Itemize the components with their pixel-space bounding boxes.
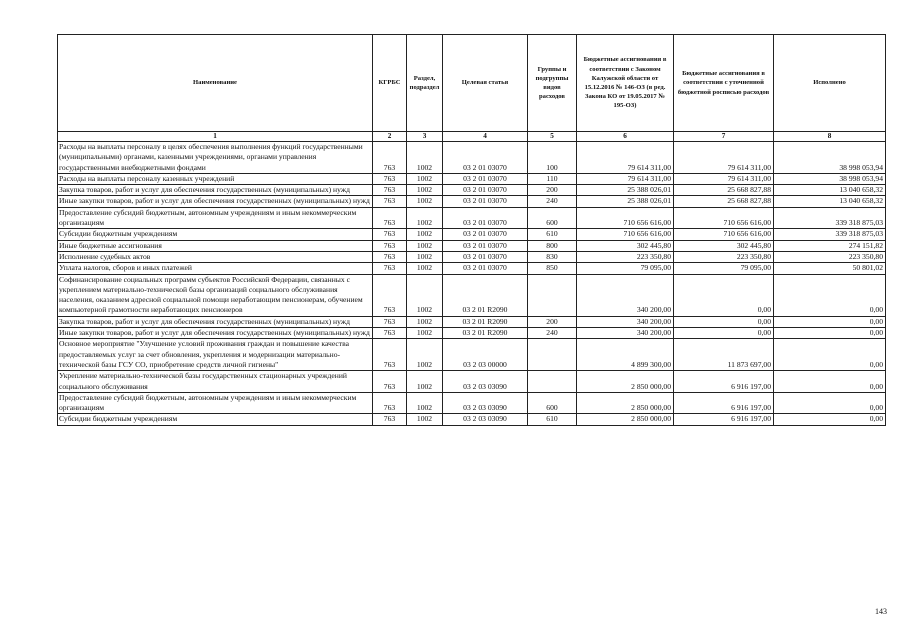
table-row [58,229,886,240]
row-section: 1002 [407,229,443,240]
row-name: Уплата налогов, сборов и иных платежей [58,263,373,274]
table-row [58,173,886,184]
row-name: Основное мероприятие "Улучшение условий проживания граждан и повышение качества предоставляемых услуг за счет обновления, укрепления и модернизации материально-технической базы ГСУ СО, приобретение средств личной гигиены" [58,339,373,371]
row-group: 200 [528,185,577,196]
row-target: 03 2 01 03070 [443,142,528,174]
row-approved: 25 388 026,01 [577,185,674,196]
row-target: 03 2 01 03070 [443,185,528,196]
row-refined: 11 873 697,00 [674,339,774,371]
table-row [58,371,886,393]
row-name: Предоставление субсидий бюджетным, автономным учреждениям и иным некоммерческим организациям [58,207,373,229]
row-kgrbs: 763 [373,173,407,184]
row-refined: 25 668 827,88 [674,196,774,207]
row-approved: 2 850 000,00 [577,371,674,393]
row-name: Субсидии бюджетным учреждениям [58,229,373,240]
row-group [528,274,577,316]
row-kgrbs: 763 [373,263,407,274]
row-target: 03 2 01 03070 [443,240,528,251]
table-row [58,142,886,174]
row-group: 610 [528,414,577,425]
row-name: Закупка товаров, работ и услуг для обеспечения государственных (муниципальных) нужд [58,185,373,196]
row-group [528,371,577,393]
row-refined: 6 916 197,00 [674,371,774,393]
row-executed: 0,00 [774,274,886,316]
row-section: 1002 [407,371,443,393]
row-target: 03 2 03 03090 [443,414,528,425]
row-executed: 339 318 875,03 [774,207,886,229]
table-row [58,185,886,196]
column-number: 6 [577,132,674,142]
row-name: Укрепление материально-технической базы государственных стационарных учреждений социального обслуживания [58,371,373,393]
row-refined: 223 350,80 [674,251,774,262]
table-row [58,263,886,274]
row-executed: 0,00 [774,328,886,339]
row-group: 850 [528,263,577,274]
table-body [58,142,886,426]
row-refined: 710 656 616,00 [674,229,774,240]
table-row [58,392,886,414]
table-row [58,240,886,251]
row-approved: 4 899 300,00 [577,339,674,371]
row-name: Иные закупки товаров, работ и услуг для обеспечения государственных (муниципальных) нужд [58,328,373,339]
row-executed: 0,00 [774,339,886,371]
row-name: Расходы на выплаты персоналу в целях обеспечения выполнения функций государственными (муниципальными) органами, казенными учреждениями, органами управления государственными внебюджетными фондами [58,142,373,174]
row-kgrbs: 763 [373,316,407,327]
row-target: 03 2 03 03090 [443,392,528,414]
row-group: 240 [528,196,577,207]
row-section: 1002 [407,263,443,274]
row-approved: 79 095,00 [577,263,674,274]
row-refined: 6 916 197,00 [674,414,774,425]
row-target: 03 2 01 R2090 [443,316,528,327]
header-groups: Группы и подгруппы видов расходов [528,35,577,132]
row-name: Софинансирование социальных программ субъектов Российской Федерации, связанных с укреплением материально-технической базы организаций социального обслуживания населения, оказанием адресной социальной помощи неработающим пенсионерам, обучением компьютерной грамотности неработающих пенсионеров [58,274,373,316]
row-approved: 710 656 616,00 [577,207,674,229]
budget-table-sheet [57,34,885,426]
row-approved: 340 200,00 [577,316,674,327]
row-refined: 302 445,80 [674,240,774,251]
row-target: 03 2 01 03070 [443,196,528,207]
row-group: 830 [528,251,577,262]
row-section: 1002 [407,173,443,184]
page-number: 143 [875,607,887,616]
row-executed: 0,00 [774,316,886,327]
header-kgrbs: КГРБС [373,35,407,132]
row-name: Иные бюджетные ассигнования [58,240,373,251]
row-kgrbs: 763 [373,229,407,240]
row-group: 200 [528,316,577,327]
row-name: Иные закупки товаров, работ и услуг для обеспечения государственных (муниципальных) нужд [58,196,373,207]
row-approved: 2 850 000,00 [577,392,674,414]
row-executed: 0,00 [774,371,886,393]
row-approved: 302 445,80 [577,240,674,251]
row-kgrbs: 763 [373,196,407,207]
table-row [58,274,886,316]
row-section: 1002 [407,196,443,207]
row-kgrbs: 763 [373,392,407,414]
row-refined: 0,00 [674,274,774,316]
header-section: Раздел, подраздел [407,35,443,132]
row-executed: 38 998 053,94 [774,142,886,174]
row-kgrbs: 763 [373,185,407,196]
row-executed: 13 040 658,32 [774,185,886,196]
row-kgrbs: 763 [373,414,407,425]
row-kgrbs: 763 [373,339,407,371]
row-approved: 710 656 616,00 [577,229,674,240]
row-target: 03 2 01 03070 [443,207,528,229]
row-refined: 710 656 616,00 [674,207,774,229]
row-section: 1002 [407,207,443,229]
row-kgrbs: 763 [373,274,407,316]
row-executed: 339 318 875,03 [774,229,886,240]
row-refined: 25 668 827,88 [674,185,774,196]
row-executed: 0,00 [774,414,886,425]
row-target: 03 2 01 R2090 [443,274,528,316]
column-number: 3 [407,132,443,142]
row-kgrbs: 763 [373,371,407,393]
row-group: 600 [528,207,577,229]
header-approved: Бюджетные ассигнования в соответствии с Законом Калужской области от 15.12.2016 № 146-ОЗ (в ред. Закона КО от 19.05.2017 № 195-ОЗ) [577,35,674,132]
row-refined: 0,00 [674,328,774,339]
row-section: 1002 [407,316,443,327]
row-section: 1002 [407,251,443,262]
column-number: 8 [774,132,886,142]
row-target: 03 2 03 03090 [443,371,528,393]
row-kgrbs: 763 [373,251,407,262]
row-group: 800 [528,240,577,251]
row-kgrbs: 763 [373,207,407,229]
row-name: Предоставление субсидий бюджетным, автономным учреждениям и иным некоммерческим организациям [58,392,373,414]
row-name: Закупка товаров, работ и услуг для обеспечения государственных (муниципальных) нужд [58,316,373,327]
row-kgrbs: 763 [373,142,407,174]
row-target: 03 2 01 03070 [443,251,528,262]
row-kgrbs: 763 [373,328,407,339]
row-executed: 50 801,02 [774,263,886,274]
row-refined: 6 916 197,00 [674,392,774,414]
column-number: 5 [528,132,577,142]
row-target: 03 2 01 R2090 [443,328,528,339]
table-row [58,328,886,339]
row-group: 600 [528,392,577,414]
row-target: 03 2 01 03070 [443,229,528,240]
row-approved: 340 200,00 [577,274,674,316]
row-approved: 2 850 000,00 [577,414,674,425]
row-group [528,339,577,371]
row-section: 1002 [407,339,443,371]
table-row [58,339,886,371]
row-refined: 79 614 311,00 [674,142,774,174]
header-refined: Бюджетные ассигнования в соответствии с уточненной бюджетной росписью расходов [674,35,774,132]
row-executed: 223 350,80 [774,251,886,262]
row-approved: 340 200,00 [577,328,674,339]
row-name: Субсидии бюджетным учреждениям [58,414,373,425]
table-row [58,414,886,425]
row-kgrbs: 763 [373,240,407,251]
row-approved: 79 614 311,00 [577,142,674,174]
header-name: Наименование [58,35,373,132]
row-section: 1002 [407,240,443,251]
row-executed: 13 040 658,32 [774,196,886,207]
header-executed: Исполнено [774,35,886,132]
row-refined: 79 095,00 [674,263,774,274]
row-approved: 223 350,80 [577,251,674,262]
row-approved: 79 614 311,00 [577,173,674,184]
row-target: 03 2 03 00000 [443,339,528,371]
row-group: 100 [528,142,577,174]
row-section: 1002 [407,414,443,425]
row-section: 1002 [407,185,443,196]
column-number-row [58,132,886,142]
row-target: 03 2 01 03070 [443,173,528,184]
row-section: 1002 [407,274,443,316]
row-section: 1002 [407,392,443,414]
row-group: 240 [528,328,577,339]
row-name: Исполнение судебных актов [58,251,373,262]
row-refined: 79 614 311,00 [674,173,774,184]
row-target: 03 2 01 03070 [443,263,528,274]
table-row [58,196,886,207]
budget-table [57,34,886,426]
row-approved: 25 388 026,01 [577,196,674,207]
column-number: 7 [674,132,774,142]
header-row [58,35,886,132]
row-section: 1002 [407,328,443,339]
row-executed: 0,00 [774,392,886,414]
column-number: 4 [443,132,528,142]
header-target: Целевая статья [443,35,528,132]
row-refined: 0,00 [674,316,774,327]
column-number: 2 [373,132,407,142]
column-number: 1 [58,132,373,142]
row-executed: 274 151,82 [774,240,886,251]
row-group: 110 [528,173,577,184]
row-section: 1002 [407,142,443,174]
row-executed: 38 998 053,94 [774,173,886,184]
row-name: Расходы на выплаты персоналу казенных учреждений [58,173,373,184]
row-group: 610 [528,229,577,240]
table-row [58,316,886,327]
table-row [58,207,886,229]
table-row [58,251,886,262]
